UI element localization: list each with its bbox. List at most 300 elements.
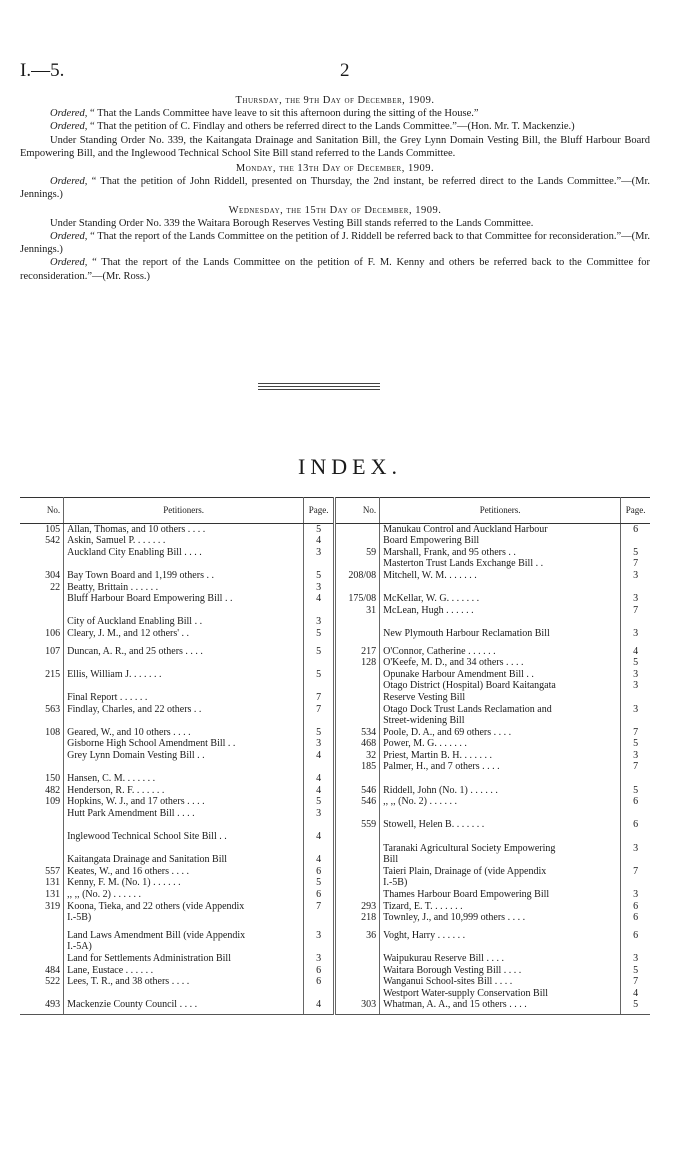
petitioner-name: Riddell, John (No. 1) . . . . . .	[380, 785, 621, 797]
page-ref: 7	[633, 604, 639, 616]
table-row	[20, 616, 650, 628]
petitioner-name: McKellar, W. G. . . . . . .	[380, 593, 621, 605]
table-row	[20, 877, 650, 889]
page-ref: 4	[304, 785, 335, 797]
table-row	[20, 819, 650, 831]
page-number: 2	[340, 60, 350, 81]
entry-number	[334, 854, 379, 866]
entry-number	[20, 657, 64, 669]
petitioner-name: Keates, W., and 16 others . . . .	[64, 866, 304, 878]
table-row	[20, 796, 650, 808]
entry-number	[334, 628, 379, 640]
table-row	[20, 854, 650, 866]
paragraph-text: “ That the petition of John Riddell, presented on Thursday, the 2nd instant, be referred direct to the Lands Committee.”—(Mr. Jennings.)	[20, 176, 650, 201]
table-row	[20, 988, 650, 1000]
petitioner-name: O'Connor, Catherine . . . . . .	[380, 646, 621, 658]
petitioner-name: O'Keefe, M. D., and 34 others . . . .	[380, 657, 621, 669]
page-ref	[621, 715, 650, 727]
petitioner-name: Otago District (Hospital) Board Kaitangata	[380, 680, 621, 692]
page-ref	[621, 582, 650, 594]
petitioner-name: Hansen, C. M. . . . . . .	[64, 773, 304, 785]
petitioner-name: Lees, T. R., and 38 others . . . .	[64, 976, 304, 988]
entry-number: 303	[334, 999, 379, 1014]
entry-number	[20, 854, 64, 866]
page-ref: 3	[304, 808, 335, 820]
sitting-date-heading: Monday, the 13th Day of December, 1909.	[235, 163, 435, 175]
entry-number: 106	[20, 628, 64, 640]
journal-paragraph	[20, 120, 650, 133]
petitioner-name: I.-5A)	[64, 941, 304, 953]
entry-number	[20, 547, 64, 559]
entry-number: 31	[334, 605, 379, 617]
page-ref: 4	[304, 593, 335, 605]
page-ref	[304, 988, 335, 1000]
page-reference: I.—5.	[20, 60, 65, 81]
page-ref: 6	[304, 976, 335, 988]
page-ref	[304, 819, 335, 831]
entry-number: 546	[334, 785, 379, 797]
ordered-label: Ordered,	[50, 108, 88, 120]
petitioner-name: Bay Town Board and 1,199 others . .	[64, 570, 304, 582]
petitioner-name: Allan, Thomas, and 10 others . . . .	[64, 523, 304, 535]
page-ref: 4	[304, 773, 335, 785]
ordered-label: Ordered,	[50, 176, 88, 188]
page-ref	[304, 680, 335, 692]
page-ref: 5	[304, 669, 335, 681]
table-row	[20, 831, 650, 843]
petitioner-name	[64, 761, 304, 773]
page-ref	[621, 808, 650, 820]
petitioner-name	[64, 657, 304, 669]
page-ref: 6	[304, 965, 335, 977]
divider-rule	[258, 386, 380, 387]
entry-number	[334, 976, 379, 988]
page-ref: 6	[633, 900, 639, 912]
paragraph-text: “ That the petition of C. Findlay and others be referred direct to the Lands Committee.”—(Hon. Mr. T. Mackenzie.)	[87, 121, 575, 133]
petitioner-name: Mackenzie County Council . . . .	[64, 999, 304, 1014]
page-ref: 6	[633, 796, 639, 808]
petitioner-name	[380, 941, 621, 953]
petitioner-name: Manukau Control and Auckland Harbour	[380, 523, 621, 535]
page-ref: 5	[633, 546, 639, 558]
petitioner-name: Marshall, Frank, and 95 others . .	[380, 547, 621, 559]
page-ref: 6	[304, 889, 335, 901]
entry-number	[334, 692, 379, 704]
table-row	[20, 704, 650, 716]
entry-number: 557	[20, 866, 64, 878]
table-row	[20, 761, 650, 773]
page-ref: 5	[633, 738, 639, 750]
entry-number	[20, 953, 64, 965]
table-row	[20, 941, 650, 953]
divider-rule	[258, 389, 380, 390]
page-ref: 5	[304, 646, 335, 658]
paragraph-text: “ That the report of the Lands Committee on the petition of F. M. Kenny and others be referred back to the Committee for reconsideration.”—(Mr. Ross.)	[20, 257, 650, 282]
table-row	[20, 808, 650, 820]
page-ref	[304, 761, 335, 773]
page-ref: 3	[304, 930, 335, 942]
entry-number	[20, 738, 64, 750]
page-ref: 4	[304, 750, 335, 762]
table-row	[20, 715, 650, 727]
petitioner-name: Duncan, A. R., and 25 others . . . .	[64, 646, 304, 658]
petitioner-name: Geared, W., and 10 others . . . .	[64, 727, 304, 739]
entry-number: 22	[20, 582, 64, 594]
journal-paragraph	[20, 175, 650, 201]
petitioner-name: Lane, Eustace . . . . . .	[64, 965, 304, 977]
petitioner-name: Koona, Tieka, and 22 others (vide Appendix	[64, 901, 304, 913]
table-row	[20, 912, 650, 924]
petitioner-name	[64, 558, 304, 570]
ordered-label: Ordered,	[50, 121, 88, 133]
page-ref: 5	[304, 877, 335, 889]
petitioner-name: Kaitangata Drainage and Sanitation Bill	[64, 854, 304, 866]
table-row	[20, 773, 650, 785]
table-row	[20, 692, 650, 704]
entry-number: 542	[20, 535, 64, 547]
petitioner-name: Whatman, A. A., and 15 others . . . .	[380, 999, 621, 1014]
table-row	[20, 570, 650, 582]
entry-number: 546	[334, 796, 379, 808]
petitioner-name: Henderson, R. F. . . . . . .	[64, 785, 304, 797]
page-ref: 3	[633, 952, 639, 964]
petitioner-name: Final Report . . . . . .	[64, 692, 304, 704]
entry-number: 208/08	[334, 570, 379, 582]
page-ref	[304, 912, 335, 924]
petitioner-name: Hopkins, W. J., and 17 others . . . .	[64, 796, 304, 808]
sitting-date-heading: Thursday, the 9th Day of December, 1909.	[235, 95, 435, 106]
entry-number: 107	[20, 646, 64, 658]
petitioner-name: Board Empowering Bill	[380, 535, 621, 547]
header-page: Page.	[621, 498, 650, 524]
page-ref: 3	[304, 738, 335, 750]
ordered-label: Ordered,	[50, 231, 88, 243]
petitioner-name: Bluff Harbour Board Empowering Bill . .	[64, 593, 304, 605]
petitioner-name: Palmer, H., and 7 others . . . .	[380, 761, 621, 773]
entry-number: 319	[20, 901, 64, 913]
journal-paragraph	[20, 230, 650, 256]
page-ref: 7	[633, 976, 639, 988]
paragraph-text: “ That the Lands Committee have leave to sit this afternoon during the sitting of the House.”	[87, 108, 479, 120]
petitioner-name: McLean, Hugh . . . . . .	[380, 605, 621, 617]
table-row	[20, 523, 650, 535]
paragraph-text: “ That the report of the Lands Committee on the petition of J. Riddell be referred back to that Committee for reconsideration.”—(Mr. Jennings.)	[20, 231, 650, 256]
entry-number: 32	[334, 750, 379, 762]
entry-number	[334, 953, 379, 965]
entry-number	[334, 831, 379, 843]
entry-number: 185	[334, 761, 379, 773]
table-row	[20, 558, 650, 570]
petitioner-name	[64, 605, 304, 617]
journal-paragraph	[20, 107, 650, 120]
petitioner-name: Waipukurau Reserve Bill . . . .	[380, 953, 621, 965]
petitioner-name: Tizard, E. T. . . . . . .	[380, 901, 621, 913]
table-row	[20, 976, 650, 988]
entry-number	[334, 941, 379, 953]
petitioner-name: Bill	[380, 854, 621, 866]
petitioner-name: Gisborne High School Amendment Bill . .	[64, 738, 304, 750]
page-ref	[621, 692, 650, 704]
entry-number	[20, 680, 64, 692]
petitioner-name	[64, 988, 304, 1000]
page-ref: 3	[633, 627, 639, 639]
entry-number	[334, 582, 379, 594]
petitioner-name: Findlay, Charles, and 22 others . .	[64, 704, 304, 716]
page-ref: 5	[304, 628, 335, 640]
entry-number	[334, 704, 379, 716]
petitioner-name: Land Laws Amendment Bill (vide Appendix	[64, 930, 304, 942]
page-ref: 5	[304, 727, 335, 739]
journal-paragraph	[20, 256, 650, 282]
entry-number: 105	[20, 523, 64, 535]
entry-number: 484	[20, 965, 64, 977]
entry-number	[20, 930, 64, 942]
entry-number	[20, 941, 64, 953]
petitioner-name: Poole, D. A., and 69 others . . . .	[380, 727, 621, 739]
petitioner-name: Hutt Park Amendment Bill . . . .	[64, 808, 304, 820]
entry-number	[334, 877, 379, 889]
petitioner-name	[64, 843, 304, 855]
petitioner-name: Waitara Borough Vesting Bill . . . .	[380, 965, 621, 977]
entry-number	[334, 669, 379, 681]
entry-number	[20, 808, 64, 820]
paragraph-text: Under Standing Order No. 339, the Kaitangata Drainage and Sanitation Bill, the Grey Lynn Domain Vesting Bill, the Bluff Harbour Board Empowering Bill, and the Inglewood Technical School Site Bill stand referred to the Lands Committee.	[20, 134, 650, 159]
page-ref: 5	[633, 964, 639, 976]
page-ref: 7	[304, 692, 335, 704]
journal-paragraph	[20, 134, 650, 160]
page-ref: 6	[633, 929, 639, 941]
petitioner-name	[64, 680, 304, 692]
entry-number	[20, 831, 64, 843]
entry-number	[20, 558, 64, 570]
petitioner-name: New Plymouth Harbour Reclamation Bill	[380, 628, 621, 640]
divider-rule	[258, 383, 380, 384]
entry-number: 293	[334, 901, 379, 913]
petitioner-name: Stowell, Helen B. . . . . . .	[380, 819, 621, 831]
page-ref: 3	[633, 703, 639, 715]
page-ref	[621, 941, 650, 953]
petitioner-name: Priest, Martin B. H. . . . . . .	[380, 750, 621, 762]
petitioner-name: Voght, Harry . . . . . .	[380, 930, 621, 942]
journal-paragraph	[20, 217, 650, 230]
entry-number	[334, 558, 379, 570]
entry-number: 150	[20, 773, 64, 785]
entry-number: 131	[20, 889, 64, 901]
entry-number	[20, 819, 64, 831]
petitioner-name: ,, ,, (No. 2) . . . . . .	[380, 796, 621, 808]
table-row	[20, 750, 650, 762]
petitioner-name: Power, M. G. . . . . . .	[380, 738, 621, 750]
table-row	[20, 535, 650, 547]
header-page: Page.	[304, 498, 335, 524]
petitioner-name: Masterton Trust Lands Exchange Bill . .	[380, 558, 621, 570]
table-row	[20, 646, 650, 658]
entry-number: 108	[20, 727, 64, 739]
petitioner-name: Land for Settlements Administration Bill	[64, 953, 304, 965]
petitioner-name: Inglewood Technical School Site Bill . .	[64, 831, 304, 843]
petitioner-name: I.-5B)	[64, 912, 304, 924]
petitioner-name: Reserve Vesting Bill	[380, 692, 621, 704]
page-ref	[621, 831, 650, 843]
page-ref: 5	[304, 570, 335, 582]
petitioner-name: Taranaki Agricultural Society Empowering	[380, 843, 621, 855]
page-ref	[304, 715, 335, 727]
page-ref: 5	[633, 784, 639, 796]
entry-number: 522	[20, 976, 64, 988]
page-ref: 3	[633, 569, 639, 581]
page-ref: 4	[633, 645, 639, 657]
table-row	[20, 547, 650, 559]
page-ref	[304, 558, 335, 570]
entry-number	[20, 692, 64, 704]
page-ref	[304, 941, 335, 953]
table-row	[20, 738, 650, 750]
petitioner-name: Otago Dock Trust Lands Reclamation and	[380, 704, 621, 716]
petitioner-name: Wanganui School-sites Bill . . . .	[380, 976, 621, 988]
page-ref: 3	[633, 680, 639, 692]
petitioner-name: Ellis, William J. . . . . . .	[64, 669, 304, 681]
table-row	[20, 727, 650, 739]
table-row	[20, 628, 650, 640]
petitioner-name: Opunake Harbour Amendment Bill . .	[380, 669, 621, 681]
header-petitioners: Petitioners.	[64, 498, 304, 524]
header-no: No.	[334, 498, 379, 524]
paragraph-text: Under Standing Order No. 339 the Waitara Borough Reserves Vesting Bill stands referred to the Lands Committee.	[50, 217, 534, 229]
page-ref: 3	[633, 749, 639, 761]
page-ref	[621, 535, 650, 547]
page-ref: 5	[304, 523, 335, 535]
entry-number: 175/08	[334, 593, 379, 605]
entry-number: 563	[20, 704, 64, 716]
page-ref	[621, 877, 650, 889]
page-ref: 5	[621, 999, 650, 1014]
page-ref: 7	[633, 726, 639, 738]
page-ref: 3	[304, 953, 335, 965]
entry-number	[20, 843, 64, 855]
entry-number: 109	[20, 796, 64, 808]
page-ref: 6	[633, 523, 639, 535]
table-row	[20, 843, 650, 855]
entry-number: 59	[334, 547, 379, 559]
petitioner-name: Kenny, F. M. (No. 1) . . . . . .	[64, 877, 304, 889]
table-row	[20, 901, 650, 913]
page-ref: 6	[304, 866, 335, 878]
header-no: No.	[20, 498, 64, 524]
entry-number: 493	[20, 999, 64, 1014]
petitioner-name: Mitchell, W. M. . . . . . .	[380, 570, 621, 582]
entry-number	[334, 808, 379, 820]
page-ref: 7	[304, 704, 335, 716]
entry-number	[334, 866, 379, 878]
page-ref: 7	[633, 865, 639, 877]
entry-number: 36	[334, 930, 379, 942]
entry-number	[334, 535, 379, 547]
entry-number	[334, 773, 379, 785]
table-row	[20, 953, 650, 965]
entry-number	[334, 889, 379, 901]
page-ref: 5	[633, 657, 639, 669]
entry-number	[20, 988, 64, 1000]
page-ref: 7	[633, 558, 639, 570]
index-body	[20, 523, 650, 1014]
page-ref: 6	[633, 819, 639, 831]
page-ref	[621, 773, 650, 785]
entry-number	[334, 843, 379, 855]
entry-number	[20, 750, 64, 762]
entry-number: 482	[20, 785, 64, 797]
petitioner-name: City of Auckland Enabling Bill . .	[64, 616, 304, 628]
petitioner-name	[380, 808, 621, 820]
entry-number	[334, 988, 379, 1000]
entry-number: 304	[20, 570, 64, 582]
entry-number	[334, 523, 379, 535]
ordered-label: Ordered,	[50, 257, 88, 269]
page-ref: 3	[304, 616, 335, 628]
page-ref: 7	[633, 761, 639, 773]
entry-number	[334, 715, 379, 727]
entry-number: 559	[334, 819, 379, 831]
table-row	[20, 605, 650, 617]
page-ref	[304, 843, 335, 855]
entry-number	[334, 616, 379, 628]
page-ref: 4	[633, 987, 639, 999]
page-ref: 4	[304, 854, 335, 866]
petitioner-name: Grey Lynn Domain Vesting Bill . .	[64, 750, 304, 762]
page-ref: 3	[304, 547, 335, 559]
table-row	[20, 582, 650, 594]
header-petitioners: Petitioners.	[380, 498, 621, 524]
petitioner-name	[64, 819, 304, 831]
entry-number	[20, 616, 64, 628]
page-ref: 4	[304, 999, 335, 1014]
petitioner-name: Taieri Plain, Drainage of (vide Appendix	[380, 866, 621, 878]
petitioner-name: Cleary, J. M., and 12 others' . .	[64, 628, 304, 640]
table-row	[20, 680, 650, 692]
page-ref: 4	[304, 535, 335, 547]
petitioner-name: Askin, Samuel P. . . . . . .	[64, 535, 304, 547]
entry-number	[334, 965, 379, 977]
petitioner-name: I.-5B)	[380, 877, 621, 889]
page-ref: 3	[304, 582, 335, 594]
entry-number: 131	[20, 877, 64, 889]
petitioner-name: Thames Harbour Board Empowering Bill	[380, 889, 621, 901]
page-ref	[621, 616, 650, 628]
page-ref	[621, 854, 650, 866]
index-table	[20, 497, 650, 1015]
index-header-row	[20, 498, 650, 524]
journal-entries	[20, 92, 650, 283]
petitioner-name	[64, 715, 304, 727]
entry-number: 534	[334, 727, 379, 739]
petitioner-name	[380, 582, 621, 594]
petitioner-name: Westport Water-supply Conservation Bill	[380, 988, 621, 1000]
entry-number: 217	[334, 646, 379, 658]
entry-number: 215	[20, 669, 64, 681]
petitioner-name: ,, ,, (No. 2) . . . . . .	[64, 889, 304, 901]
petitioner-name	[380, 773, 621, 785]
table-row	[20, 785, 650, 797]
petitioner-name	[380, 616, 621, 628]
table-row	[20, 593, 650, 605]
page-ref: 3	[633, 593, 639, 605]
table-row	[20, 965, 650, 977]
page-ref: 3	[633, 842, 639, 854]
entry-number	[20, 912, 64, 924]
entry-number	[334, 680, 379, 692]
sitting-date-heading: Wednesday, the 15th Day of December, 1909.	[228, 204, 442, 216]
page-ref: 4	[304, 831, 335, 843]
entry-number: 218	[334, 912, 379, 924]
